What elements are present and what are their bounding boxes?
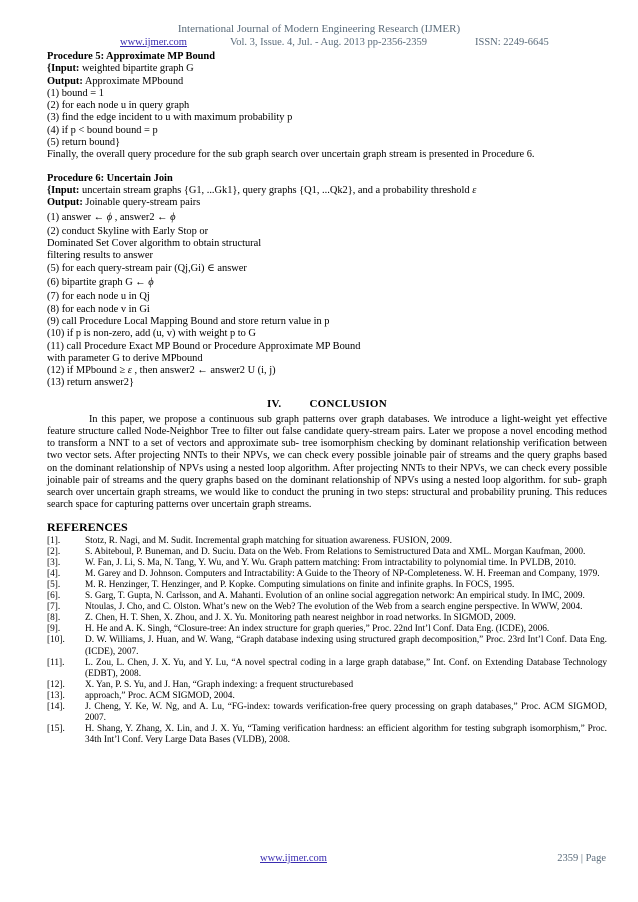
reference-text: J. Cheng, Y. Ke, W. Ng, and A. Lu, “FG-index: towards verification-free query processing on graph databases,” Proc. ACM SIGMOD, 2007. [85,701,607,724]
reference-number: [14]. [47,701,65,712]
procedure-step: (10) if p is non-zero, add (u, v) with weight p to G [47,328,256,340]
reference-item [47,558,607,569]
reference-text: Ntoulas, J. Cho, and C. Olston. What’s new on the Web? The evolution of the Web from a search engine perspective. In WWW, 2004. [85,602,583,613]
reference-text: H. Shang, Y. Zhang, X. Lin, and J. X. Yu, “Taming verification hardness: an efficient algorithm for testing subgraph isomorphism,” Proc. 34th Int’l Conf. Very Large Data Bases (VLDB), 2008. [85,724,607,746]
reference-text: S. Garg, T. Gupta, N. Carlsson, and A. Mahanti. Evolution of an online social aggregation network: An empirical study. In IMC, 2009. [85,591,585,602]
reference-text: D. W. Williams, J. Huan, and W. Wang, “Graph database indexing using structured graph decomposition,” Proc. 23rd Int’l Conf. Data Eng. (ICDE), 2007. [85,635,607,657]
reference-item [47,602,607,613]
procedure-step: (9) call Procedure Local Mapping Bound and store return value in p [47,315,330,327]
conclusion-paragraph: In this paper, we propose a continuous sub graph patterns over graph databases. We introduce a light-weight yet effective feature structure called Node-Neighbor Tree to filter out false candidate query-stream pairs. Later we propose a novel encoding method to transform a NNT to a set of vectors and approximate sub- tree isomorphism checking by dominant relationship verification between two vector sets. After projecting NNTs to their NPVs, we can check every possible joinable pair of streams and the query graphs based on the dominant relationship of NPVs using a nested loop algorithm. After projecting NNTs to their NPVs, we can check every possible joinable pair of streams and the query graphs based on the dominant relationship of NPVs using a nested loop algorithm. for sub- graph search over uncertain graph streams, we would like to conduct the pruning in two steps: structural and probability pruning. This reduces search space for capturing patterns over uncertain graph streams. [47,414,607,511]
reference-number: [2]. [47,546,61,557]
references-heading: REFERENCES [47,520,128,535]
reference-item [47,624,607,635]
procedure-5-output: Output: Approximate MPbound [47,75,184,87]
procedure-6-step-6: (6) bipartite graph G ← ϕ [47,277,154,289]
procedure-6-steps-b [47,291,607,365]
reference-text: approach,” Proc. ACM SIGMOD, 2004. [85,690,235,701]
reference-number: [11]. [47,657,65,668]
reference-text: L. Zou, L. Chen, J. X. Yu, and Y. Lu, “A novel spectral coding in a large graph database,” Int. Conf. on Extending Database Technology (EDBT), 2008. [85,657,607,679]
reference-number: [6]. [47,591,61,602]
reference-text: Z. Chen, H. T. Shen, X. Zhou, and J. X. Yu. Monitoring path nearest neighbor in road networks. In SIGMOD, 2009. [85,613,516,624]
procedure-step: (3) find the edge incident to u with maximum probability p [47,112,293,124]
reference-item [47,680,607,691]
epsilon-symbol: ε [472,184,477,196]
procedure-5-steps [47,88,607,149]
reference-number: [5]. [47,579,61,590]
procedure-step: (1) bound = 1 [47,87,104,99]
procedure-step: (4) if p < bound bound = p [47,124,158,136]
procedure-step: (2) conduct Skyline with Early Stop or [47,225,209,237]
reference-number: [10]. [47,635,65,646]
procedure-5-input: {Input: weighted bipartite graph G [47,63,194,75]
reference-text: W. Fan, J. Li, S. Ma, N. Tang, Y. Wu, and Y. Wu. Graph pattern matching: From intractability to polynomial time. In PVLDB, 2010. [85,557,576,568]
reference-list [47,536,607,747]
issn-info: ISSN: 2249-6645 [475,37,549,48]
reference-item [47,724,607,746]
procedure-step: with parameter G to derive MPbound [47,352,203,364]
procedure-6-step-1: (1) answer ← ϕ , answer2 ← ϕ [47,211,176,223]
reference-item [47,536,607,547]
reference-number: [9]. [47,624,61,635]
reference-item [47,635,607,657]
reference-text: Stotz, R. Nagi, and M. Sudit. Incremental graph matching for situation awareness. FUSION, 2009. [85,535,452,546]
reference-item [47,591,607,602]
procedure-6-steps-a [47,226,607,275]
reference-number: [15]. [47,724,65,735]
procedure-6-title: Procedure 6: Uncertain Join [47,172,173,184]
content [47,51,607,746]
procedure-step: (2) for each node u in query graph [47,100,190,112]
volume-info: Vol. 3, Issue. 4, Jul. - Aug. 2013 pp-2356-2359 [230,37,427,48]
header-url-link[interactable]: www.ijmer.com [120,37,187,48]
reference-item [47,702,607,724]
procedure-step: Dominated Set Cover algorithm to obtain structural [47,238,262,250]
footer-url-link[interactable]: www.ijmer.com [260,853,327,864]
procedure-step: (7) for each node u in Qj [47,291,150,303]
procedure-step: filtering results to answer [47,250,153,262]
procedure-6-input: {Input: uncertain stream graphs {G1, ...Gk1}, query graphs {Q1, ...Qk2}, and a probability threshold ε [47,184,477,196]
procedure-step: (5) for each query-stream pair (Qj,Gi) ∈ answer [47,262,247,274]
journal-title: International Journal of Modern Engineering Research (IJMER) [177,23,461,35]
reference-item [47,580,607,591]
procedure-step: (8) for each node v in Gi [47,303,150,315]
procedure-6-intro: Finally, the overall query procedure for the sub graph search over uncertain graph stream is presented in Procedure 6. [47,149,535,161]
conclusion-heading: IV. CONCLUSION [266,397,388,410]
reference-item [47,613,607,624]
reference-item [47,547,607,558]
procedure-6-output: Output: Joinable query-stream pairs [47,197,201,209]
procedure-step: (5) return bound} [47,137,121,149]
reference-text: M. Garey and D. Johnson. Computers and Intractability: A Guide to the Theory of NP-Completeness. W. H. Freeman and Company, 1979. [85,568,600,579]
reference-item [47,658,607,680]
procedure-5-title: Procedure 5: Approximate MP Bound [47,51,215,62]
reference-number: [1]. [47,535,61,546]
page-number: 2359 | Page [557,853,606,864]
reference-text: M. R. Henzinger, T. Henzinger, and P. Kopke. Computing simulations on finite and infinite graphs. In FOCS, 1995. [85,579,515,590]
reference-number: [4]. [47,568,61,579]
procedure-6-step-13: (13) return answer2} [47,377,134,389]
reference-number: [8]. [47,613,61,624]
reference-number: [3]. [47,557,61,568]
reference-text: S. Abiteboul, P. Buneman, and D. Suciu. Data on the Web. From Relations to Semistructured Data and XML. Morgan Kaufman, 2000. [85,546,586,557]
reference-number: [7]. [47,602,61,613]
reference-number: [13]. [47,690,65,701]
reference-item [47,691,607,702]
reference-item [47,569,607,580]
procedure-6-step-12: (12) if MPbound ≥ ε , then answer2 ← answer2 U (i, j) [47,365,276,377]
reference-text: X. Yan, P. S. Yu, and J. Han, “Graph indexing: a frequent structurebased [85,679,354,690]
reference-number: [12]. [47,679,65,690]
procedure-step: (11) call Procedure Exact MP Bound or Procedure Approximate MP Bound [47,340,361,352]
reference-text: H. He and A. K. Singh, “Closure-tree: An index structure for graph queries,” Proc. 22nd Int’l Conf. Data Eng. (ICDE), 2006. [85,624,550,635]
